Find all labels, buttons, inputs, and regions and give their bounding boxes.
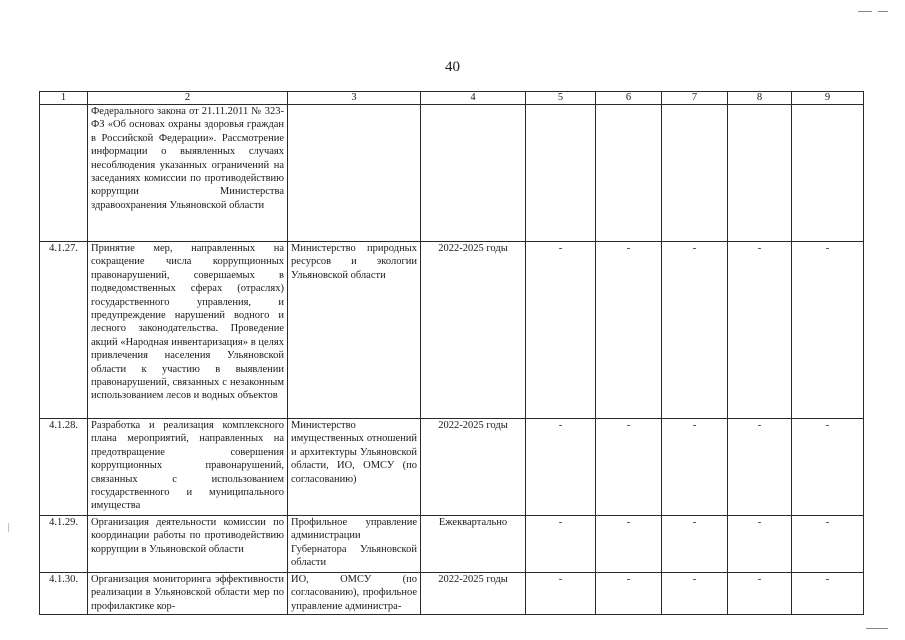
header-col-4: 4 xyxy=(421,92,526,105)
col7-value: - xyxy=(662,242,728,419)
term-text: 2022-2025 годы xyxy=(421,573,526,615)
col8-value: - xyxy=(728,516,792,573)
col9-value: - xyxy=(792,242,864,419)
row-number: 4.1.29. xyxy=(40,516,88,573)
col9-value: - xyxy=(792,573,864,615)
col5-value: - xyxy=(526,516,596,573)
scan-artifact-line xyxy=(878,11,888,12)
col5-value: - xyxy=(526,242,596,419)
col8-value: - xyxy=(728,573,792,615)
col6-value: - xyxy=(596,242,662,419)
executor-text: ИО, ОМСУ (по согласованию), профильное управление администра- xyxy=(288,573,421,615)
table-row xyxy=(40,573,864,615)
measure-text: Федерального закона от 21.11.2011 № 323-ФЗ «Об основах охраны здоровья граждан в Российской Федерации». Рассмотрение информации о выявленных случаях несоблюдения указанных ограничений на заседаниях комиссии по противодействию коррупции Министерства здравоохранения Ульяновской области xyxy=(88,105,288,242)
col5-value: - xyxy=(526,573,596,615)
row-number: 4.1.30. xyxy=(40,573,88,615)
measure-text: Организация мониторинга эффективности реализации в Ульяновской области мер по профилактике кор- xyxy=(88,573,288,615)
term-text xyxy=(421,105,526,242)
executor-text xyxy=(288,105,421,242)
col8-value: - xyxy=(728,419,792,516)
col7-value: - xyxy=(662,573,728,615)
term-text: Ежеквартально xyxy=(421,516,526,573)
table-row xyxy=(40,242,864,419)
col5-value xyxy=(526,105,596,242)
row-number: 4.1.28. xyxy=(40,419,88,516)
col6-value: - xyxy=(596,516,662,573)
header-col-2: 2 xyxy=(88,92,288,105)
measure-text: Разработка и реализация комплексного плана мероприятий, направленных на предотвращение совершения коррупционных правонарушений, связанных с использованием государственного и муниципального имущества xyxy=(88,419,288,516)
term-text: 2022-2025 годы xyxy=(421,242,526,419)
measures-table xyxy=(39,91,864,615)
term-text: 2022-2025 годы xyxy=(421,419,526,516)
scan-artifact-line xyxy=(866,628,888,629)
executor-text: Министерство природных ресурсов и экологии Ульяновской области xyxy=(288,242,421,419)
scan-artifact-line xyxy=(858,11,872,12)
header-col-8: 8 xyxy=(728,92,792,105)
col9-value xyxy=(792,105,864,242)
measure-text: Принятие мер, направленных на сокращение числа коррупционных правонарушений, совершаемых в подведомственных сферах (отраслях) государственного управления, и предупреждение нарушений водного и лесного законодательства. Проведение акций «Народная инвентаризация» в целях привлечения населения Ульяновской области к участию в выявлении правонарушений, связанных с незаконным использованием лесов и водных объектов xyxy=(88,242,288,419)
executor-text: Министерство имущественных отношений и архитектуры Ульяновской области, ИО, ОМСУ (по согласованию) xyxy=(288,419,421,516)
col6-value: - xyxy=(596,419,662,516)
col9-value: - xyxy=(792,516,864,573)
col7-value xyxy=(662,105,728,242)
row-number xyxy=(40,105,88,242)
header-col-9: 9 xyxy=(792,92,864,105)
table-row xyxy=(40,105,864,242)
col7-value: - xyxy=(662,516,728,573)
header-col-5: 5 xyxy=(526,92,596,105)
col8-value: - xyxy=(728,242,792,419)
row-number: 4.1.27. xyxy=(40,242,88,419)
col6-value: - xyxy=(596,573,662,615)
header-col-1: 1 xyxy=(40,92,88,105)
scan-artifact-mark: ⁄ xyxy=(4,522,14,534)
header-col-6: 6 xyxy=(596,92,662,105)
executor-text: Профильное управление администрации Губернатора Ульяновской области xyxy=(288,516,421,573)
measure-text: Организация деятельности комиссии по координации работы по противодействию коррупции в Ульяновской области xyxy=(88,516,288,573)
header-col-3: 3 xyxy=(288,92,421,105)
header-row xyxy=(40,92,864,105)
col6-value xyxy=(596,105,662,242)
col8-value xyxy=(728,105,792,242)
header-col-7: 7 xyxy=(662,92,728,105)
col9-value: - xyxy=(792,419,864,516)
col5-value: - xyxy=(526,419,596,516)
table-row xyxy=(40,516,864,573)
col7-value: - xyxy=(662,419,728,516)
page-number: 40 xyxy=(445,59,460,75)
table-row xyxy=(40,419,864,516)
